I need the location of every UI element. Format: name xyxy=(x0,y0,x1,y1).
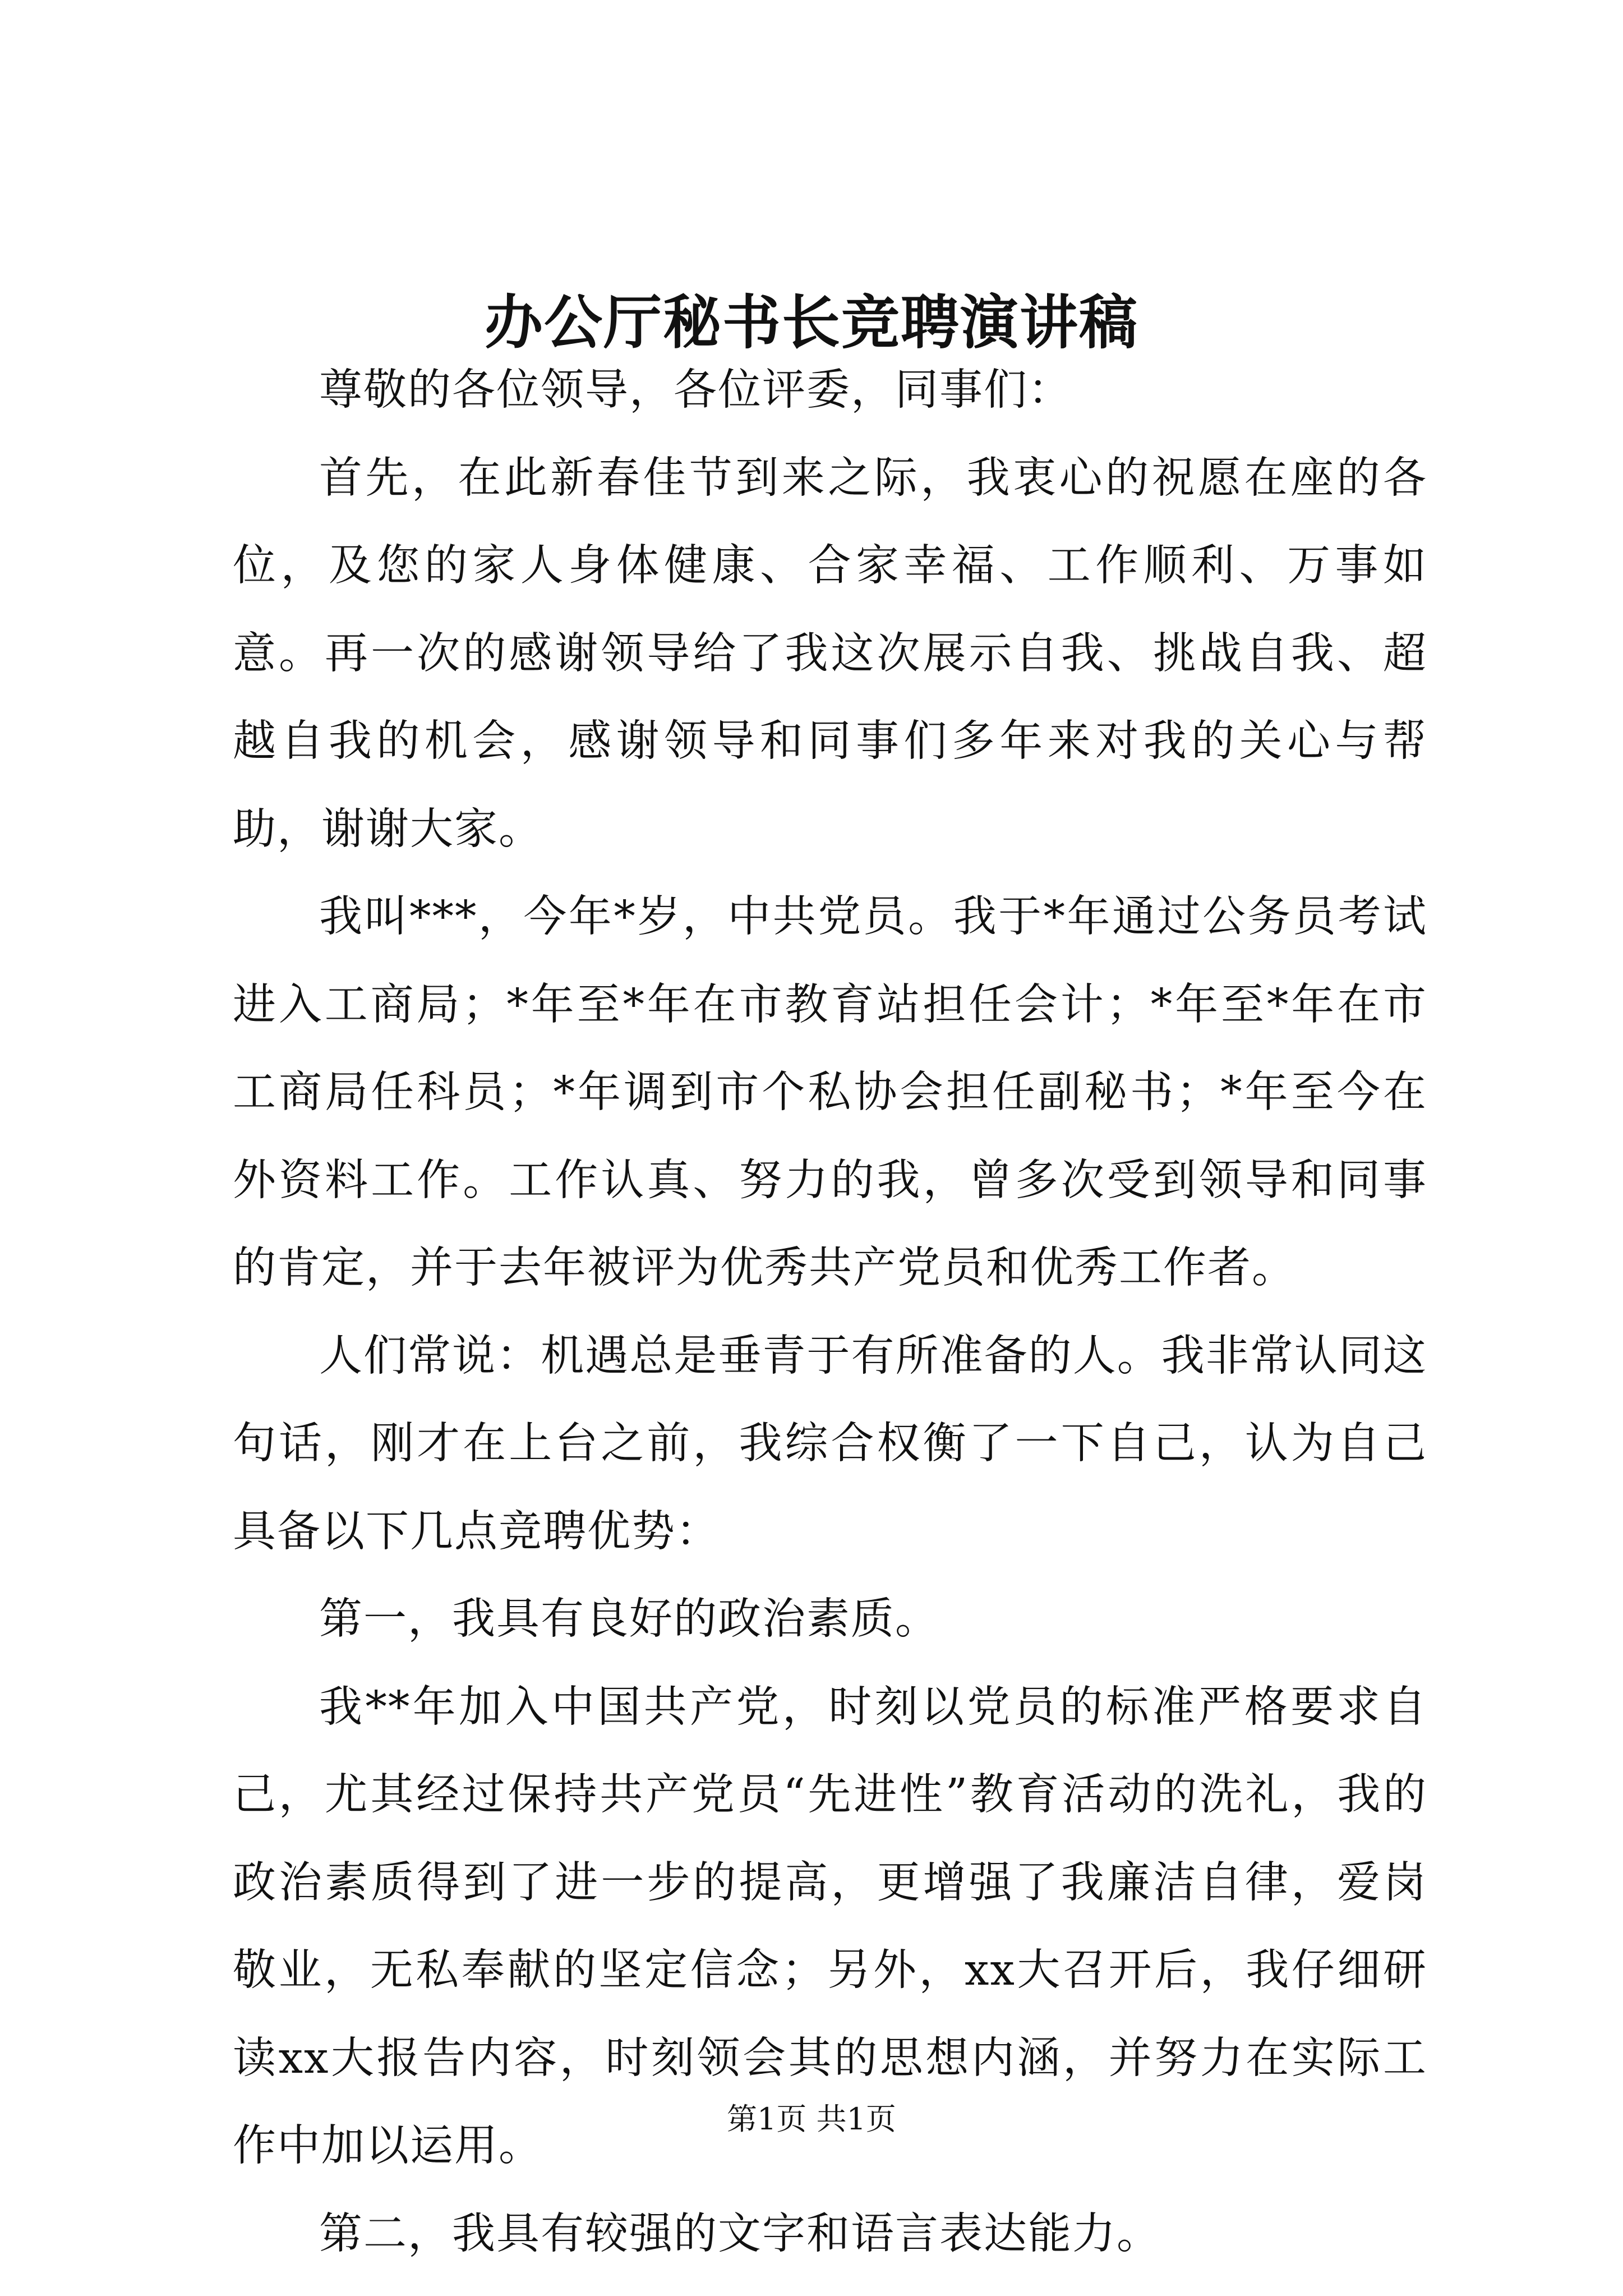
document-title: 办公厅秘书长竞聘演讲稿 xyxy=(484,288,1138,357)
paragraph-point-one: 第一，我具有良好的政治素质。 xyxy=(319,1594,939,1644)
document-body xyxy=(233,347,1427,2278)
paragraph-political-quality: 我**年加入中国共产党，时刻以党员的标准严格要求自己，尤其经过保持共产党员“先进性”教育活动的洗礼，我的政治素质得到了进一步的提高，更增强了我廉洁自律，爱岗敬业，无私奉献的坚定信念；另外，xx大召开后，我仔细研读xx大报告内容，时刻领会其的思想内涵，并努力在实际工作中加以运用。 xyxy=(233,1682,1427,2171)
paragraph-greeting: 首先，在此新春佳节到来之际，我衷心的祝愿在座的各位，及您的家人身体健康、合家幸福、工作顺利、万事如意。再一次的感谢领导给了我这次展示自我、挑战自我、超越自我的机会，感谢领导和同事们多年来对我的关心与帮助，谢谢大家。 xyxy=(233,453,1427,854)
paragraph-self-introduction: 我叫***，今年*岁，中共党员。我于*年通过公务员考试进入工商局；*年至*年在市教育站担任会计；*年至*年在市工商局任科员；*年调到市个私协会担任副秘书；*年至今在外资料工作。工作认真、努力的我，曾多次受到领导和同事的肯定，并于去年被评为优秀共产党员和优秀工作者。 xyxy=(233,892,1427,1293)
paragraph-point-two: 第二，我具有较强的文字和语言表达能力。 xyxy=(319,2208,1161,2259)
paragraph-salutation: 尊敬的各位领导，各位评委，同事们： xyxy=(319,365,1072,415)
paragraph-advantages-intro: 人们常说：机遇总是垂青于有所准备的人。我非常认同这句话，刚才在上台之前，我综合权衡了一下自己，认为自己具备以下几点竞聘优势： xyxy=(233,1331,1427,1557)
page-footer: 第1页 共1页 xyxy=(727,2101,896,2137)
